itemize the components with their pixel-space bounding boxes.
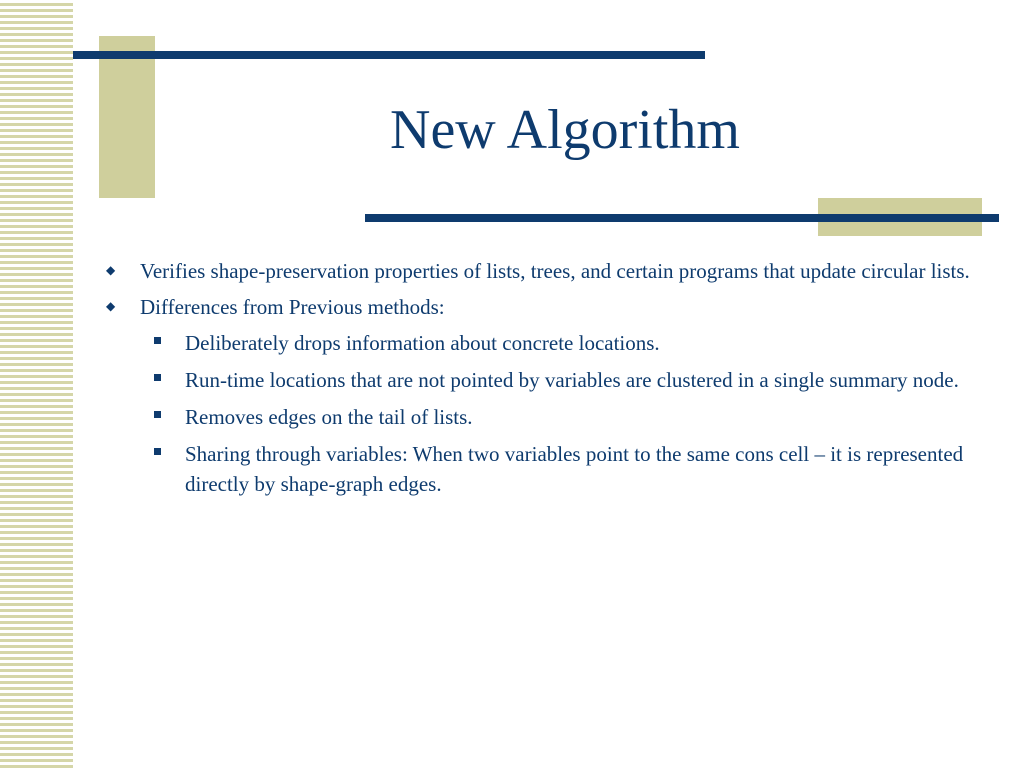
sub-bullet-item xyxy=(100,439,980,499)
square-bullet-icon xyxy=(154,374,161,381)
slide-title: New Algorithm xyxy=(390,99,740,161)
sub-bullet-text: Deliberately drops information about concrete locations. xyxy=(185,331,660,355)
diamond-bullet-icon: ◆ xyxy=(106,299,116,313)
title-rule-top xyxy=(73,51,705,59)
sub-bullet-item xyxy=(100,402,980,432)
square-bullet-icon xyxy=(154,411,161,418)
sub-bullet-text: Run-time locations that are not pointed by variables are clustered in a single summary node. xyxy=(185,368,959,392)
sub-bullet-item xyxy=(100,365,980,395)
sub-bullet-text: Sharing through variables: When two variables point to the same cons cell – it is represented directly by shape-graph edges. xyxy=(185,442,964,496)
sub-bullet-item xyxy=(100,328,980,358)
decorative-block-top xyxy=(99,36,155,198)
bullet-item xyxy=(100,292,980,322)
bullet-text: Differences from Previous methods: xyxy=(140,295,445,319)
diamond-bullet-icon: ◆ xyxy=(106,263,116,277)
square-bullet-icon xyxy=(154,337,161,344)
bullet-text: Verifies shape-preservation properties of lists, trees, and certain programs that update circular lists. xyxy=(140,259,970,283)
title-rule-bottom xyxy=(365,214,999,222)
decorative-stripe-band xyxy=(0,0,73,768)
sub-bullet-text: Removes edges on the tail of lists. xyxy=(185,405,473,429)
bullet-item xyxy=(100,256,980,286)
square-bullet-icon xyxy=(154,448,161,455)
bullet-list xyxy=(100,256,980,506)
